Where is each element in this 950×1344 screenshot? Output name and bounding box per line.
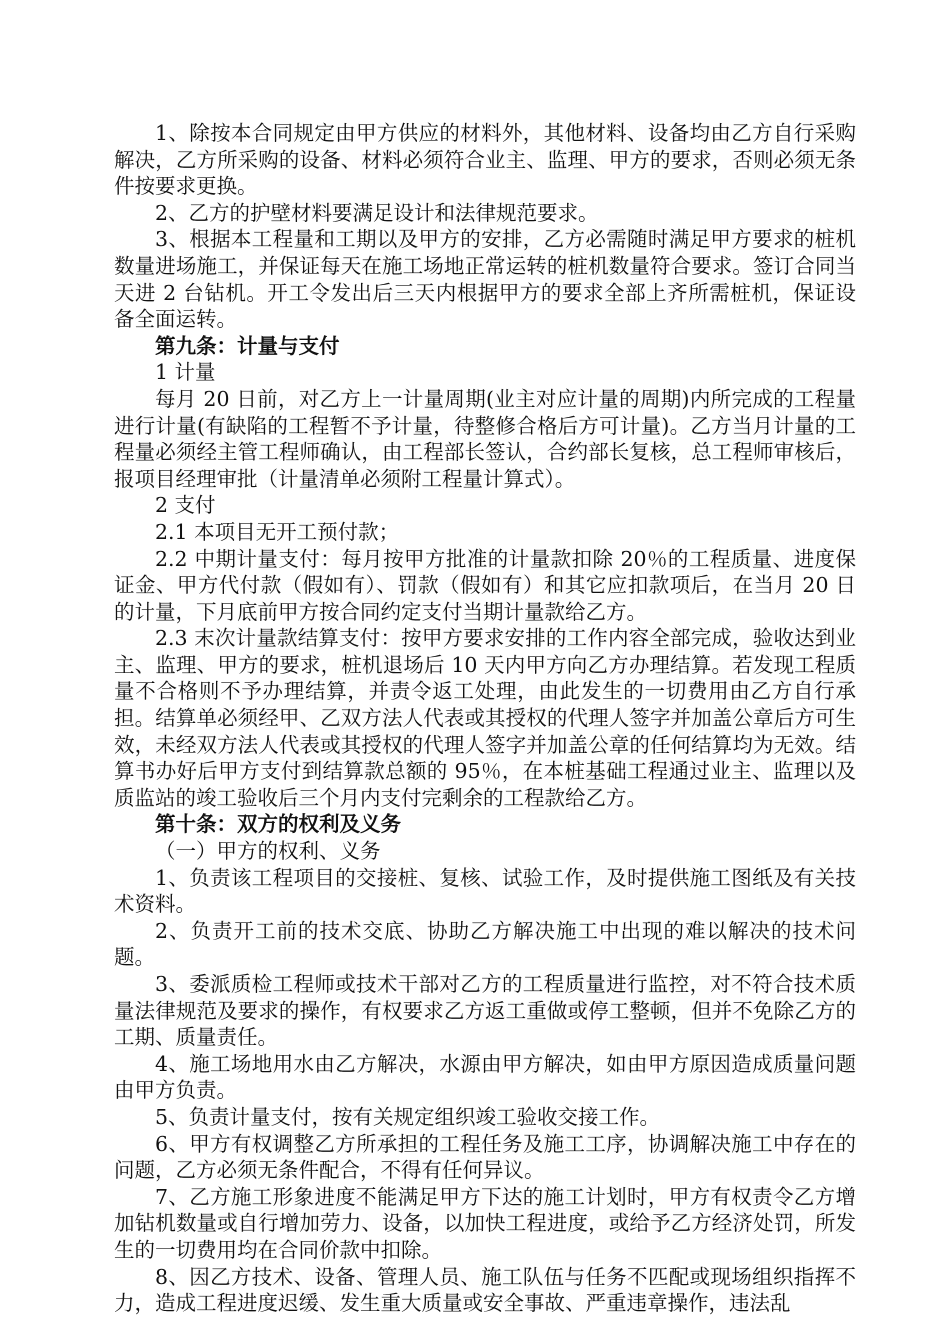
party-a-item-1: 1、负责该工程项目的交接桩、复核、试验工作，及时提供施工图纸及有关技术资料。 bbox=[114, 865, 856, 917]
party-a-item-3: 3、委派质检工程师或技术干部对乙方的工程质量进行监控，对不符合技术质量法律规范及要求的操作，有权要求乙方返工重做或停工整顿，但并不免除乙方的工期、质量责任。 bbox=[114, 972, 856, 1050]
party-a-item-6: 6、甲方有权调整乙方所承担的工程任务及施工工序，协调解决施工中存在的问题，乙方必须无条件配合，不得有任何异议。 bbox=[114, 1131, 856, 1183]
document-page bbox=[114, 120, 856, 1317]
party-a-item-8: 8、因乙方技术、设备、管理人员、施工队伍与任务不匹配或现场组织指挥不力，造成工程进度迟缓、发生重大质量或安全事故、严重违章操作，违法乱 bbox=[114, 1264, 856, 1316]
payment-2-3: 2.3 末次计量款结算支付：按甲方要求安排的工作内容全部完成，验收达到业主、监理、甲方的要求，桩机退场后 10 天内甲方向乙方办理结算。若发现工程质量不合格则不予办理结算，并责令返工处理，由此发生的一切费用由乙方自行承担。结算单必须经甲、乙双方法人代表或其授权的代理人签字并加盖公章后方可生效，未经双方法人代表或其授权的代理人签字并加盖公章的任何结算均为无效。结算书办好后甲方支付到结算款总额的 95％，在本桩基础工程通过业主、监理以及质监站的竣工验收后三个月内支付完剩余的工程款给乙方。 bbox=[114, 626, 856, 810]
clause-3-pile-machines: 3、根据本工程量和工期以及甲方的安排，乙方必需随时满足甲方要求的桩机数量进场施工，并保证每天在施工场地正常运转的桩机数量符合要求。签订合同当天进 2 台钻机。开工令发出后三天内根据甲方的要求全部上齐所需桩机，保证设备全面运转。 bbox=[114, 227, 856, 332]
article-9-heading: 第九条：计量与支付 bbox=[155, 333, 340, 358]
party-a-rights-title: （一）甲方的权利、义务 bbox=[155, 839, 381, 864]
party-a-item-7: 7、乙方施工形象进度不能满足甲方下达的施工计划时，甲方有权责令乙方增加钻机数量或自行增加劳力、设备，以加快工程进度，或给予乙方经济处罚，所发生的一切费用均在合同价款中扣除。 bbox=[114, 1184, 856, 1262]
payment-2-2: 2.2 中期计量支付：每月按甲方批准的计量款扣除 20％的工程质量、进度保证金、甲方代付款（假如有）、罚款（假如有）和其它应扣款项后，在当月 20 日的计量，下月底前甲方按合同约定支付当期计量款给乙方。 bbox=[114, 546, 856, 624]
measurement-paragraph: 每月 20 日前，对乙方上一计量周期(业主对应计量的周期)内所完成的工程量进行计量(有缺陷的工程暂不予计量，待整修合格后方可计量)。乙方当月计量的工程量必须经主管工程师确认，由工程部长签认，合约部长复核，总工程师审核后，报项目经理审批（计量清单必须附工程量计算式）。 bbox=[114, 386, 856, 491]
section-measurement-title: 1 计量 bbox=[155, 360, 216, 385]
clause-1-materials: 1、除按本合同规定由甲方供应的材料外，其他材料、设备均由乙方自行采购解决，乙方所采购的设备、材料必须符合业主、监理、甲方的要求，否则必须无条件按要求更换。 bbox=[114, 121, 856, 199]
party-a-item-4: 4、施工场地用水由乙方解决，水源由甲方解决，如由甲方原因造成质量问题由甲方负责。 bbox=[114, 1051, 856, 1103]
clause-2-wall-materials: 2、乙方的护壁材料要满足设计和法律规范要求。 bbox=[155, 200, 599, 225]
party-a-item-5: 5、负责计量支付，按有关规定组织竣工验收交接工作。 bbox=[155, 1104, 661, 1129]
section-payment-title: 2 支付 bbox=[155, 493, 216, 518]
article-10-heading: 第十条：双方的权利及义务 bbox=[155, 812, 401, 837]
payment-2-1: 2.1 本项目无开工预付款； bbox=[155, 519, 400, 544]
party-a-item-2: 2、负责开工前的技术交底、协助乙方解决施工中出现的难以解决的技术问题。 bbox=[114, 918, 856, 970]
